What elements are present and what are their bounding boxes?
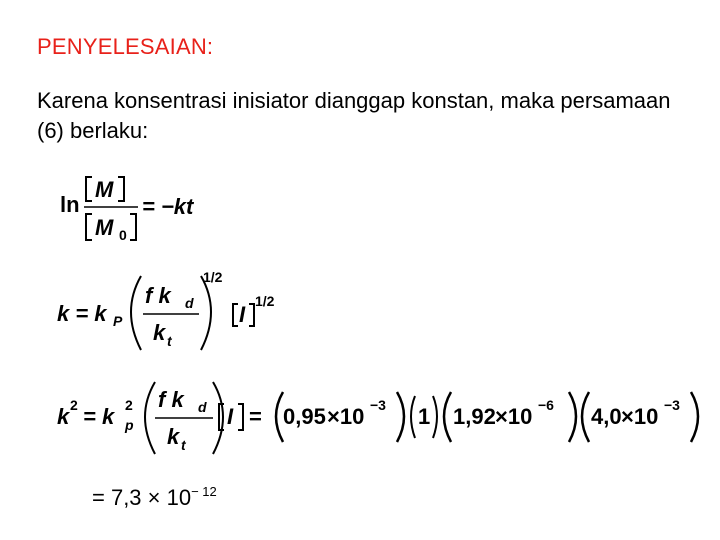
equation-3: [55, 374, 715, 470]
equation-1: [58, 172, 228, 253]
eq3-den-sub: t: [181, 437, 186, 453]
eq2-conc-exp: 1/2: [255, 293, 275, 309]
eq3-times4: ×10: [621, 404, 659, 429]
result-text: = 7,3 × 10: [92, 485, 192, 510]
eq2-den-sub: t: [167, 333, 172, 349]
eq3-e3: −6: [538, 397, 554, 413]
eq3-times1: ×10: [327, 404, 365, 429]
eq3-v1: 0,95: [283, 404, 326, 429]
eq3-equals: =: [249, 404, 262, 429]
eq2-lhs-sub: P: [113, 313, 123, 329]
eq3-v3: 1,92: [453, 404, 496, 429]
eq3-kp-sup: 2: [125, 397, 133, 413]
eq3-eq-k: = k: [83, 404, 115, 429]
eq1-ln: ln: [60, 192, 80, 217]
intro-text: Karena konsentrasi inisiator dianggap konstan, maka persamaan (6) berlaku:: [37, 88, 671, 143]
eq3-num: f k: [158, 387, 184, 412]
eq3-v2: 1: [418, 404, 431, 429]
page-heading: PENYELESAIAN:: [37, 34, 214, 59]
eq1-rhs: = −kt: [142, 194, 194, 219]
eq3-den: k: [167, 424, 180, 449]
eq2-conc: I: [239, 302, 246, 327]
eq1-num: M: [95, 177, 114, 202]
eq2-exp: 1/2: [203, 269, 223, 285]
eq3-num-sub: d: [198, 399, 207, 415]
eq3-kp-sub: p: [125, 417, 134, 433]
eq3-e4: −3: [664, 397, 680, 413]
result-exp: − 12: [191, 484, 217, 499]
eq1-den: M: [95, 215, 114, 240]
eq2-den: k: [153, 320, 166, 345]
eq3-lhs-sq: 2: [70, 397, 78, 413]
eq1-den-sub: 0: [119, 227, 127, 243]
eq3-e1: −3: [370, 397, 386, 413]
eq2-num: f k: [145, 283, 171, 308]
eq3-lhs-k: k: [57, 404, 70, 429]
eq3-v4: 4,0: [591, 404, 622, 429]
result-line: [92, 484, 217, 511]
eq2-num-sub: d: [185, 295, 194, 311]
eq3-times3: ×10: [495, 404, 533, 429]
equation-2: [55, 266, 295, 364]
eq2-lhs: k = k: [57, 301, 107, 326]
eq3-conc: I: [227, 404, 234, 429]
